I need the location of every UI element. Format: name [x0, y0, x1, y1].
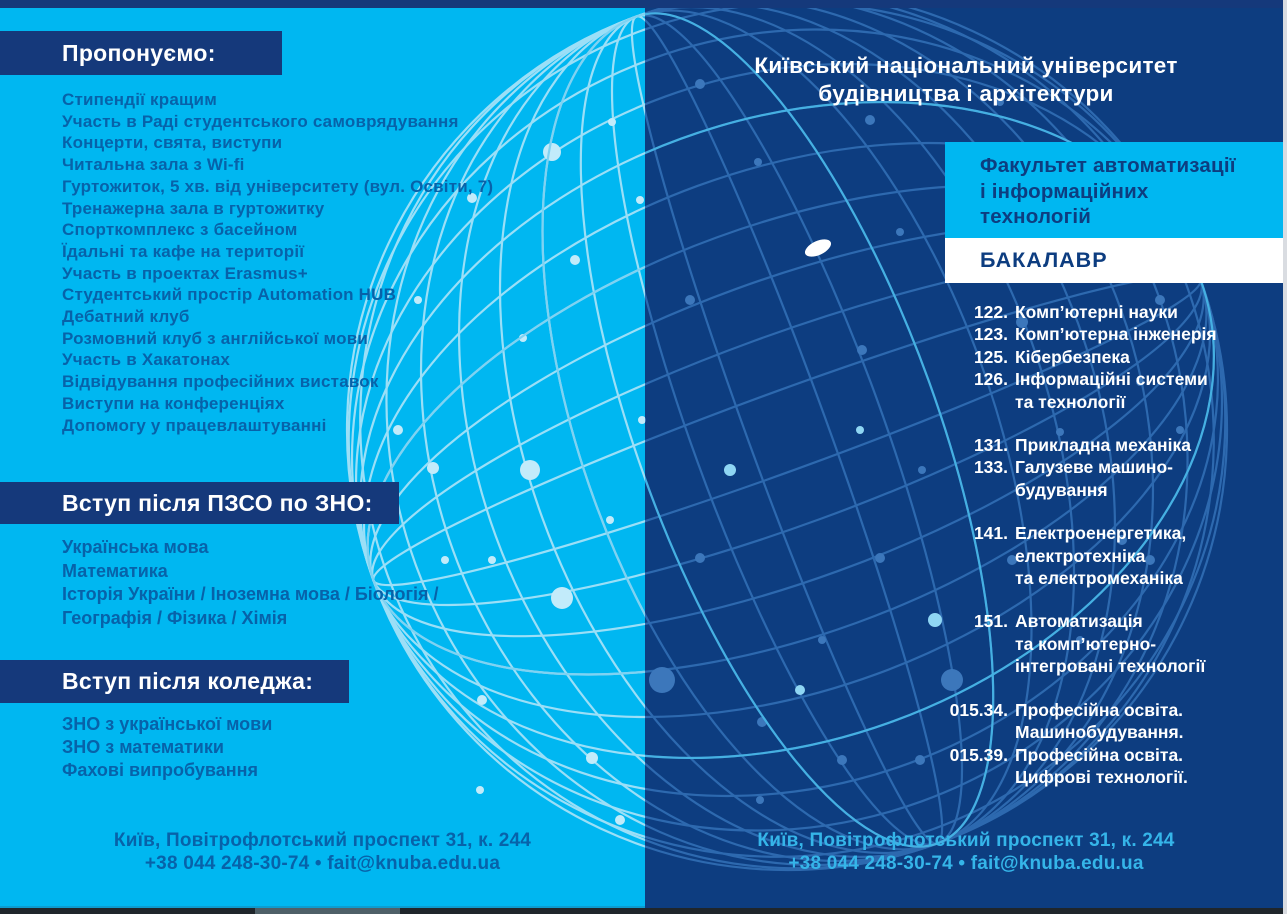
bottom-scrollbar-thumb[interactable] — [255, 908, 400, 914]
program-name: Галузеве машино- — [1015, 457, 1174, 478]
list-item: Їдальні та кафе на території — [62, 241, 305, 261]
offers-list — [62, 89, 493, 436]
program-name: електротехніка — [1015, 545, 1146, 566]
program-name: Комп’ютерна інженерія — [1015, 324, 1217, 345]
list-item: Географія / Фізика / Хімія — [62, 607, 288, 628]
program-code: 151. — [973, 611, 1008, 632]
program-code: 125. — [973, 346, 1008, 367]
program-row — [895, 368, 1217, 390]
list-item: Студентський простір Automation HUB — [62, 285, 397, 305]
program-name: Комп’ютерні науки — [1015, 302, 1178, 322]
program-code: 015.39. — [949, 744, 1008, 765]
program-row — [895, 545, 1217, 567]
program-name: Автоматизація — [1015, 611, 1143, 632]
list-item: Гуртожиток, 5 хв. від університету (вул. Освіти, 7) — [62, 176, 494, 196]
faculty-line: і інформаційних — [980, 179, 1149, 203]
list-item: Українська мова — [62, 537, 209, 557]
program-code: 133. — [973, 457, 1008, 478]
left-footer — [0, 829, 645, 875]
admission-college-title: Вступ після коледжа: — [62, 668, 314, 694]
list-item: Спорткомплекс з басейном — [62, 220, 298, 240]
university-title — [645, 52, 1287, 108]
program-code: 122. — [973, 302, 1008, 322]
admission-zno-section-header — [0, 482, 399, 524]
program-row — [895, 721, 1217, 743]
program-name: Інформаційні системи — [1015, 369, 1208, 390]
program-name: Машинобудування. — [1015, 722, 1184, 743]
admission-zno-title: Вступ після ПЗСО по ЗНО: — [62, 489, 373, 516]
program-row — [895, 610, 1217, 632]
list-item: Відвідування професійних виставок — [62, 372, 379, 392]
program-row — [895, 655, 1217, 677]
program-row — [895, 301, 1217, 323]
program-name: Професійна освіта. — [1015, 699, 1184, 720]
list-item: Дебатний клуб — [62, 307, 190, 327]
offers-title: Пропонуємо: — [62, 39, 216, 66]
bottom-scrollbar-track[interactable] — [0, 908, 1287, 914]
program-row — [895, 567, 1217, 589]
list-item: ЗНО з української мови — [62, 714, 273, 734]
list-item: Історія України / Іноземна мова / Біологія / — [62, 584, 439, 604]
program-name: Прикладна механіка — [1015, 435, 1191, 456]
program-code — [895, 567, 1008, 589]
program-row — [895, 766, 1217, 788]
degree-label: БАКАЛАВР — [980, 248, 1108, 272]
program-row — [895, 699, 1217, 721]
list-item: Тренажерна зала в гуртожитку — [62, 198, 325, 218]
program-name: та комп’ютерно- — [1015, 633, 1157, 654]
degree-banner — [945, 238, 1287, 283]
program-code — [895, 655, 1008, 677]
program-name: Цифрові технології. — [1015, 766, 1188, 787]
program-name: та технології — [1015, 391, 1126, 412]
program-code — [895, 391, 1008, 413]
program-row — [895, 479, 1217, 501]
list-item: Концерти, свята, виступи — [62, 133, 283, 153]
address-line: Київ, Повітрофлотський проспект 31, к. 244 — [113, 830, 532, 851]
list-item: Фахові випробування — [62, 760, 258, 780]
program-code: 126. — [973, 369, 1008, 390]
list-item: Участь в Раді студентського самоврядування — [62, 111, 459, 131]
admission-college-section-header — [0, 660, 349, 703]
program-code — [895, 633, 1008, 655]
university-title-line: Київський національний університет — [754, 53, 1178, 78]
program-row — [895, 744, 1217, 766]
faculty-line: технологій — [980, 205, 1092, 228]
list-item: Виступи на конференціях — [62, 393, 285, 413]
program-code — [895, 766, 1008, 788]
program-code: 141. — [973, 523, 1008, 544]
admission-college-list — [62, 713, 272, 782]
list-item: Математика — [62, 560, 168, 581]
top-navy-stripe — [0, 0, 1287, 8]
list-item: ЗНО з математики — [62, 737, 224, 757]
offers-section-header — [0, 31, 282, 75]
faculty-banner — [945, 142, 1287, 238]
program-row — [895, 323, 1217, 345]
program-row — [895, 391, 1217, 413]
list-item: Допомогу у працевлаштуванні — [62, 415, 327, 435]
list-item: Стипендії кращим — [62, 90, 217, 109]
program-name: Кібербезпека — [1015, 346, 1130, 367]
list-item: Участь в Хакатонах — [62, 350, 231, 370]
program-code: 131. — [973, 435, 1008, 456]
university-title-line: будівництва і архітектури — [818, 81, 1114, 106]
list-item: Читальна зала з Wi-fi — [62, 155, 245, 175]
list-item: Розмовний клуб з англійської мови — [62, 328, 368, 348]
program-row — [895, 522, 1217, 544]
right-footer — [645, 829, 1287, 875]
program-code — [895, 721, 1008, 743]
program-row — [895, 434, 1217, 456]
programs-list — [895, 301, 1217, 788]
address-line: Київ, Повітрофлотський проспект 31, к. 244 — [757, 830, 1175, 851]
contacts-line: +38 044 248-30-74 • fait@knuba.edu.ua — [788, 853, 1144, 874]
program-row — [895, 633, 1217, 655]
right-edge-strip[interactable] — [1283, 0, 1287, 914]
program-row — [895, 346, 1217, 368]
program-code — [895, 545, 1008, 567]
program-name: інтегровані технології — [1015, 656, 1206, 677]
list-item: Участь в проектах Erasmus+ — [62, 263, 308, 283]
program-name: будування — [1015, 479, 1108, 500]
faculty-line: Факультет автоматизації — [980, 154, 1236, 177]
program-name: Професійна освіта. — [1015, 744, 1184, 765]
program-code: 123. — [973, 324, 1008, 345]
program-name: та електромеханіка — [1015, 568, 1183, 589]
program-row — [895, 456, 1217, 478]
contacts-line: +38 044 248-30-74 • fait@knuba.edu.ua — [144, 853, 501, 874]
program-code — [895, 479, 1008, 501]
admission-zno-list — [62, 536, 439, 630]
program-name: Електроенергетика, — [1015, 523, 1187, 544]
program-code: 015.34. — [949, 699, 1008, 720]
